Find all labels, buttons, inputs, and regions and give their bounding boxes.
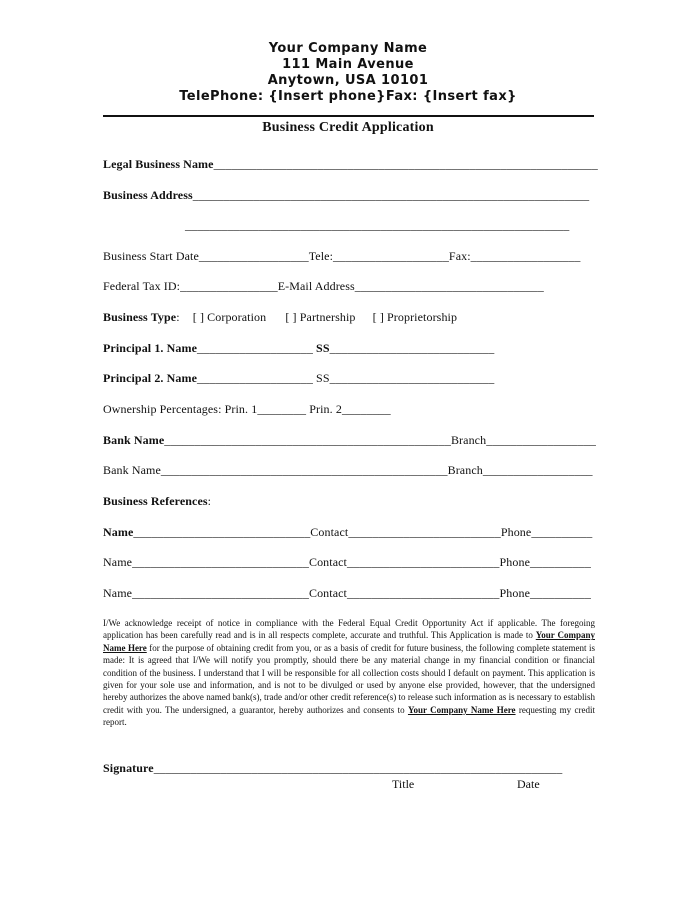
- legal-text-1: I/We acknowledge receipt of notice in compliance with the Federal Equal Credit Opportunity Act if applicable. The foregoing application has been carefully read and is in all respects complete, accurate and truthful. This Application is made to: [103, 618, 595, 641]
- company-phone-fax: TelePhone: {Insert phone}Fax: {Insert fax}: [179, 89, 517, 104]
- branch-2-field[interactable]: __________________: [482, 463, 593, 477]
- ownership-2-field[interactable]: ________: [341, 402, 391, 416]
- ref-1-contact-field[interactable]: _________________________: [348, 525, 501, 539]
- principal-1-row: [103, 341, 494, 355]
- ref-3-contact-label: Contact: [308, 586, 347, 600]
- business-type-colon: :: [176, 310, 180, 324]
- principal-1-field[interactable]: ___________________: [197, 341, 313, 355]
- company-reference-1: Your Company Name Here: [103, 630, 595, 653]
- business-type-row: [103, 310, 457, 324]
- ref-3-phone-field[interactable]: __________: [530, 586, 591, 600]
- proprietorship-checkbox[interactable]: [ ] Proprietorship: [372, 310, 458, 324]
- ref-2-name-field[interactable]: _____________________________: [132, 555, 309, 569]
- references-heading: [103, 494, 211, 508]
- references-label: Business References: [103, 494, 208, 508]
- company-reference-2: Your Company Name Here: [407, 704, 516, 715]
- legal-text-3: requesting my credit report.: [103, 704, 595, 728]
- tele-label: Tele:: [308, 249, 334, 263]
- company-city: Anytown, USA 10101: [267, 73, 429, 88]
- signature-row: [103, 761, 562, 775]
- ref-1-name-field[interactable]: _____________________________: [133, 525, 311, 539]
- date-caption: Date: [517, 777, 540, 791]
- ss-2-label: SS: [316, 371, 330, 385]
- ss-1-field[interactable]: ___________________________: [329, 341, 495, 355]
- form-title: Business Credit Application: [262, 120, 434, 135]
- email-label: E-Mail Address: [277, 279, 355, 293]
- bank-1-field[interactable]: _______________________________________________: [164, 433, 451, 447]
- legal-name-row: [103, 157, 598, 171]
- legal-statement: [103, 617, 595, 729]
- fax-field[interactable]: __________________: [470, 249, 581, 263]
- tax-id-field[interactable]: ________________: [180, 279, 278, 293]
- principal-1-label: Principal 1. Name: [103, 341, 198, 355]
- legal-text-2: for the purpose of obtaining credit from you, or as a basis of credit for future business, the following complete statement is made: It is agreed that I/We will notify you promptly, should there be any material change in my financial condition or financial condition of the business. I understand that I will be responsible for all collection costs should I default on payment. This application is given for your sole use and information, and is not to be divulged or used by anyone else provided, however, that the undersigned hereby authorizes the above named bank(s), trade and/or other credit reference(s) to release such information as is necessary to establish credit with you. The undersigned, a guarantor, hereby authorizes and consents to: [103, 642, 595, 715]
- company-header: [0, 41, 696, 105]
- company-name: Your Company Name: [268, 41, 428, 56]
- address-field-2[interactable]: _______________________________________________________________: [185, 218, 570, 232]
- ref-2-phone-field[interactable]: __________: [530, 555, 591, 569]
- start-date-label: Business Start Date: [103, 249, 199, 263]
- principal-2-field[interactable]: ___________________: [197, 371, 313, 385]
- ownership-row: [103, 402, 391, 416]
- ref-3-name-label: Name: [103, 586, 133, 600]
- bank-2-row: [103, 463, 593, 477]
- ref-2-phone-label: Phone: [499, 555, 530, 569]
- ss-1-label: SS: [316, 341, 330, 355]
- fax-label: Fax:: [448, 249, 471, 263]
- principal-2-row: [103, 371, 494, 385]
- start-date-field[interactable]: __________________: [198, 249, 309, 263]
- references-colon: :: [207, 494, 212, 508]
- start-date-row: [103, 249, 580, 263]
- signature-label: Signature: [103, 761, 154, 775]
- address-row: [103, 188, 589, 202]
- reference-1-row: [103, 525, 592, 539]
- ref-1-phone-label: Phone: [500, 525, 532, 539]
- corporation-checkbox[interactable]: [ ] Corporation: [192, 310, 267, 324]
- ownership-1-field[interactable]: ________: [257, 402, 307, 416]
- tax-id-row: [103, 279, 544, 293]
- tax-id-label: Federal Tax ID:: [103, 279, 181, 293]
- branch-2-label: Branch: [447, 463, 483, 477]
- signature-field[interactable]: ___________________________________________________________________: [153, 761, 563, 775]
- legal-name-label: Legal Business Name: [103, 157, 214, 171]
- reference-2-row: [103, 555, 591, 569]
- ref-1-name-label: Name: [103, 525, 134, 539]
- branch-1-field[interactable]: __________________: [486, 433, 597, 447]
- ref-1-phone-field[interactable]: __________: [531, 525, 593, 539]
- email-field[interactable]: _______________________________: [354, 279, 544, 293]
- ownership-label: Ownership Percentages: Prin. 1: [103, 402, 258, 416]
- address-field[interactable]: _________________________________________________________________: [192, 188, 590, 202]
- ref-2-name-label: Name: [103, 555, 133, 569]
- ref-2-contact-label: Contact: [308, 555, 347, 569]
- ref-3-contact-field[interactable]: _________________________: [347, 586, 500, 600]
- principal-2-label: Principal 2. Name: [103, 371, 198, 385]
- bank-1-label: Bank Name: [103, 433, 165, 447]
- business-type-label: Business Type: [103, 310, 177, 324]
- bank-2-field[interactable]: _______________________________________________: [160, 463, 448, 477]
- ref-2-contact-field[interactable]: _________________________: [347, 555, 500, 569]
- branch-1-label: Branch: [450, 433, 487, 447]
- legal-name-field[interactable]: _______________________________________________________________: [213, 157, 598, 171]
- bank-2-label: Bank Name: [103, 463, 161, 477]
- company-address: 111 Main Avenue: [282, 57, 414, 72]
- header-divider: [103, 115, 594, 117]
- ref-1-contact-label: Contact: [310, 525, 349, 539]
- tele-field[interactable]: ___________________: [333, 249, 449, 263]
- bank-1-row: [103, 433, 596, 447]
- ref-3-name-field[interactable]: _____________________________: [132, 586, 309, 600]
- reference-3-row: [103, 586, 591, 600]
- ownership-2-label: Prin. 2: [309, 402, 342, 416]
- address-row-2: [185, 218, 569, 232]
- title-caption: Title: [392, 777, 415, 791]
- ss-2-field[interactable]: ___________________________: [329, 371, 495, 385]
- partnership-checkbox[interactable]: [ ] Partnership: [285, 310, 356, 324]
- address-label: Business Address: [103, 188, 193, 202]
- ref-3-phone-label: Phone: [499, 586, 530, 600]
